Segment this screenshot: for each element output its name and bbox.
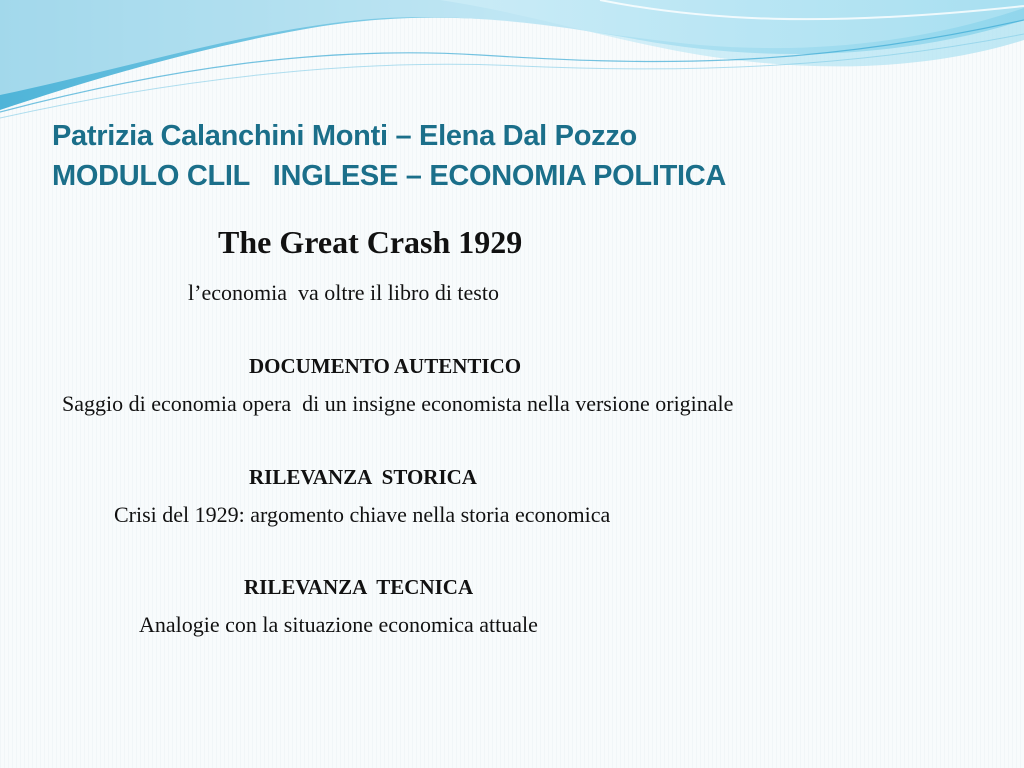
section-text-documento: Saggio di economia opera di un insigne economista nella versione originale [62,391,734,416]
section-heading-tecnica: RILEVANZA TECNICA [244,575,474,599]
title-line-module: MODULO CLIL INGLESE – ECONOMIA POLITICA [52,160,727,192]
section-heading-documento: DOCUMENTO AUTENTICO [249,354,522,378]
section-heading-storica: RILEVANZA STORICA [249,465,477,489]
title-line-authors: Patrizia Calanchini Monti – Elena Dal Pozzo [52,120,637,152]
subtitle-text: l’economia va oltre il libro di testo [188,280,499,305]
slide-title [52,116,992,196]
header-wave-decoration [0,0,1024,130]
section-text-storica: Crisi del 1929: argomento chiave nella storia economica [114,502,611,527]
section-text-tecnica: Analogie con la situazione economica attuale [139,612,538,637]
main-heading: The Great Crash 1929 [218,224,523,260]
